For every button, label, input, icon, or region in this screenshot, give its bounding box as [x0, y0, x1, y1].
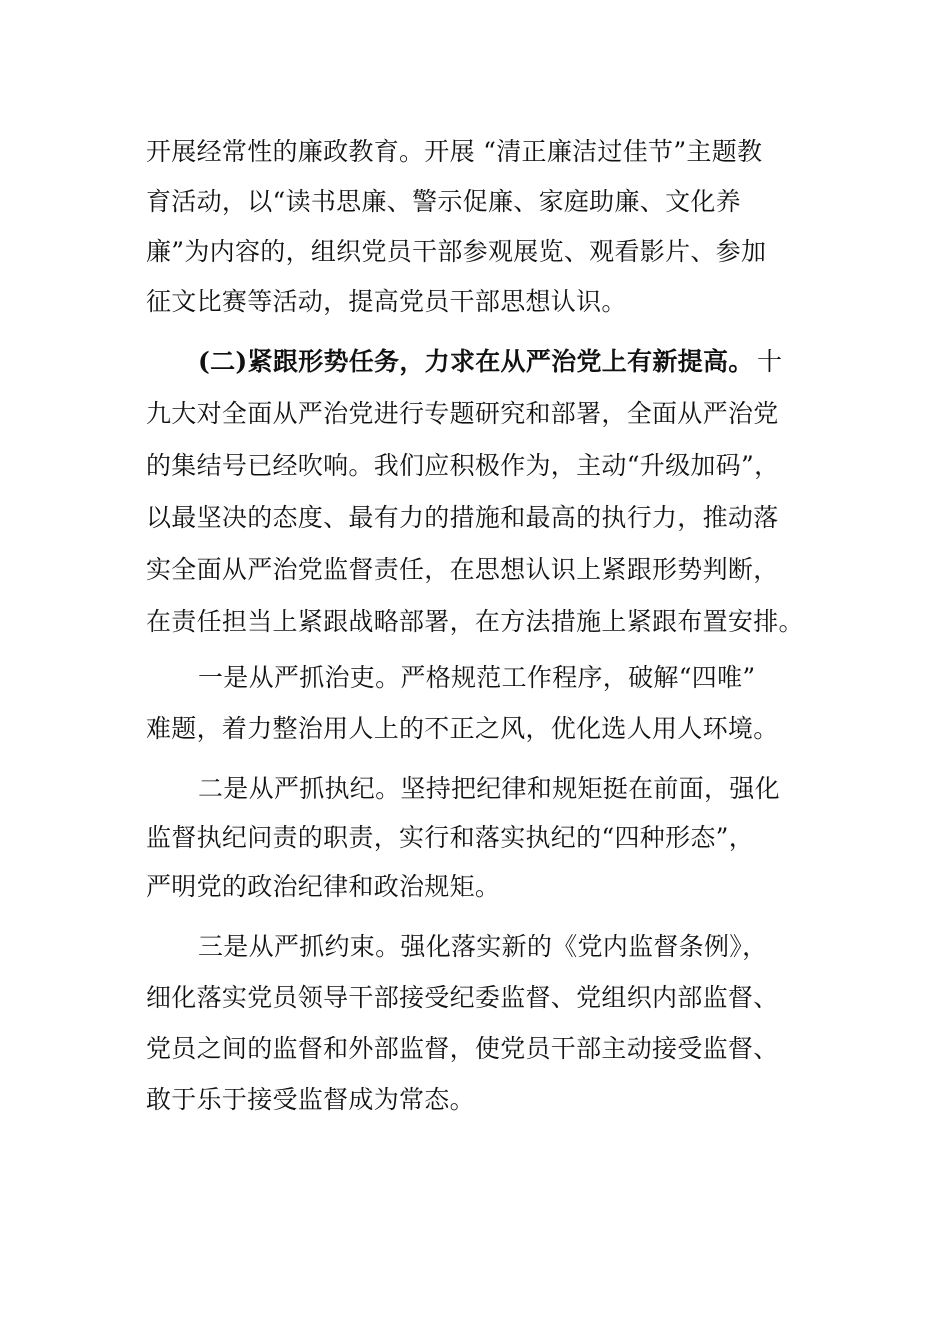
paragraph-line: 十	[757, 347, 783, 376]
section-heading: (二)紧跟形势任务，力求在从严治党上有新提高。	[198, 347, 754, 376]
paragraph-line: 严明党的政治纪律和政治规矩。	[146, 872, 501, 901]
paragraph-line: 三是从严抓约束。强化落实新的《党内监督条例》，	[198, 932, 768, 961]
paragraph-line: 以最坚决的态度、最有力的措施和最高的执行力，推动落	[146, 503, 779, 532]
paragraph-line: 难题，着力整治用人上的不正之风，优化选人用人环境。	[146, 714, 779, 743]
paragraph-line: 九大对全面从严治党进行专题研究和部署，全面从严治党	[146, 399, 779, 428]
paragraph-line: 一是从严抓治吏。严格规范工作程序，破解“四唯”	[198, 663, 756, 692]
paragraph-line: 监督执纪问责的职责，实行和落实执纪的“四种形态”，	[146, 823, 755, 852]
paragraph-line: 育活动，以“读书思廉、警示促廉、家庭助廉、文化养	[146, 187, 741, 216]
paragraph-line: 细化落实党员领导干部接受纪委监督、党组织内部监督、	[146, 983, 779, 1012]
paragraph-line: 党员之间的监督和外部监督，使党员干部主动接受监督、	[146, 1034, 779, 1063]
paragraph-line: 在责任担当上紧跟战略部署，在方法措施上紧跟布置安排。	[146, 607, 804, 636]
paragraph-line: 开展经常性的廉政教育。开展 “清正廉洁过佳节”主题教	[146, 137, 763, 166]
paragraph-line: 的集结号已经吹响。我们应积极作为，主动“升级加码”，	[146, 451, 780, 480]
paragraph-line: 征文比赛等活动，提高党员干部思想认识。	[146, 287, 627, 316]
paragraph-line: 二是从严抓执纪。坚持把纪律和规矩挺在前面，强化	[198, 774, 780, 803]
paragraph-line: 实全面从严治党监督责任，在思想认识上紧跟形势判断，	[146, 555, 779, 584]
paragraph-line: 敢于乐于接受监督成为常态。	[146, 1085, 475, 1114]
paragraph-line: 廉”为内容的，组织党员干部参观展览、观看影片、参加	[146, 237, 767, 266]
